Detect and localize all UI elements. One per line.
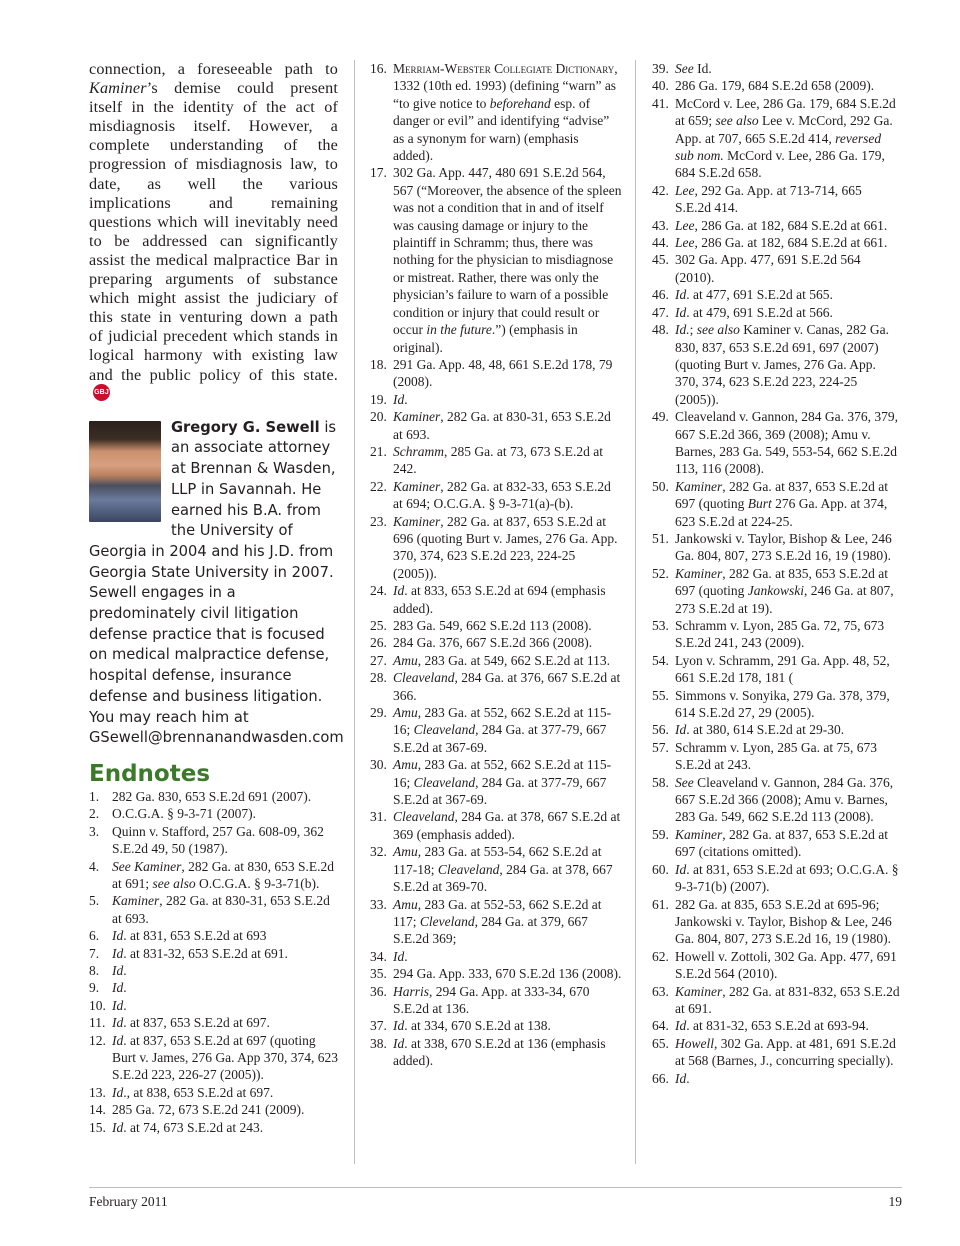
endnote-number: 4. bbox=[89, 858, 100, 874]
endnote-number: 12. bbox=[89, 1032, 106, 1048]
endnote-text: Kaminer bbox=[112, 893, 160, 909]
endnote-text: . at 334, 670 S.E.2d at 138. bbox=[404, 1018, 551, 1034]
author-bio-text: is an associate attorney at Brennan & Wasden, LLP in Savannah. He earned his B.A. from the University of Georgia in 2004 and his J.D. from Georgia State University in 2007. Sewell engages in a predominately civil litigation defense practice that is focused on medical malpractice defense, hospital defense, insurance defense and business litigation. You may reach him at GSewell@brennanandwasden.com bbox=[89, 418, 344, 747]
endnote-item bbox=[652, 896, 900, 948]
endnote-number: 56. bbox=[652, 722, 669, 738]
column-middle bbox=[370, 60, 622, 1070]
endnote-text: 286 Ga. 179, 684 S.E.2d 658 (2009). bbox=[675, 78, 875, 94]
endnote-item bbox=[370, 634, 622, 651]
endnote-text: Id bbox=[112, 945, 124, 961]
endnote-item bbox=[652, 60, 900, 77]
endnote-number: 30. bbox=[370, 757, 387, 773]
endnote-number: 33. bbox=[370, 896, 387, 912]
endnote-text: Kaminer bbox=[675, 983, 723, 999]
endnote-item bbox=[89, 1014, 338, 1031]
endnote-text: . at 831, 653 S.E.2d at 693; O.C.G.A. § 9-3-71(b) (2007). bbox=[675, 861, 899, 895]
endnote-item bbox=[652, 617, 900, 652]
endnote-text: .”) (emphasis in original). bbox=[393, 322, 578, 355]
endnote-item bbox=[652, 1017, 900, 1034]
endnote-text: , 283 Ga. at 552, 662 S.E.2d at 115-16; bbox=[393, 757, 612, 790]
endnote-number: 52. bbox=[652, 565, 669, 581]
endnote-text: Quinn v. Stafford, 257 Ga. 608-09, 362 S.E.2d 49, 50 (1987). bbox=[112, 823, 324, 857]
author-bio bbox=[89, 418, 344, 749]
endnotes-list-2 bbox=[370, 60, 622, 1070]
endnote-number: 11. bbox=[89, 1015, 106, 1031]
endnote-item bbox=[370, 60, 622, 164]
endnote-number: 18. bbox=[370, 356, 387, 372]
endnote-item bbox=[89, 979, 338, 996]
endnote-text: Cleaveland v. Gannon, 284 Ga. 376, 667 S.E.2d 366 (2008); Amu v. Barnes, 283 Ga. 549, 662 S.E.2d 113 (2008). bbox=[675, 774, 894, 825]
endnote-text: , 283 Ga. at 553-54, 662 S.E.2d at 117-18; bbox=[393, 844, 602, 877]
endnote-item bbox=[652, 234, 900, 251]
endnote-item bbox=[370, 843, 622, 895]
endnote-text: beforehand bbox=[489, 95, 551, 111]
endnote-text: . bbox=[123, 963, 127, 978]
endnote-number: 43. bbox=[652, 217, 669, 233]
endnote-text: Id bbox=[393, 1035, 405, 1051]
endnote-number: 7. bbox=[89, 945, 100, 961]
endnote-text: Amu bbox=[393, 844, 418, 860]
endnote-text: , 282 Ga. at 830, 653 S.E.2d at 691; bbox=[112, 858, 334, 891]
endnote-item bbox=[370, 408, 622, 443]
endnote-number: 3. bbox=[89, 823, 100, 839]
endnote-text: Merriam-Webster Collegiate Dictionary bbox=[393, 61, 615, 76]
endnote-item bbox=[652, 321, 900, 408]
endnote-number: 13. bbox=[89, 1084, 106, 1100]
endnote-text: , 282 Ga. at 837, 653 S.E.2d at 697 (quoting bbox=[675, 478, 888, 512]
endnote-text: , 292 Ga. App. at 713-714, 665 S.E.2d 414. bbox=[675, 182, 862, 216]
endnote-text: See Kaminer bbox=[112, 858, 182, 874]
endnote-number: 44. bbox=[652, 235, 669, 251]
endnote-item bbox=[370, 513, 622, 583]
endnote-text: . at 74, 673 S.E.2d at 243. bbox=[123, 1119, 264, 1135]
endnote-number: 54. bbox=[652, 652, 669, 668]
endnote-text: , 286 Ga. at 182, 684 S.E.2d at 661. bbox=[694, 235, 888, 251]
endnote-text: Id bbox=[112, 997, 124, 1013]
endnote-text: Kaminer bbox=[675, 478, 723, 494]
endnote-text: . bbox=[686, 1070, 690, 1086]
endnote-text: Lee bbox=[675, 182, 695, 198]
author-name: Gregory G. Sewell bbox=[171, 418, 320, 436]
paragraph-text: connection, a foreseeable path to bbox=[89, 60, 338, 78]
endnote-text: , 284 Ga. at 377-79, 667 S.E.2d at 367-69. bbox=[393, 774, 607, 808]
endnote-text: . bbox=[404, 948, 408, 964]
endnote-text: Id bbox=[112, 1015, 124, 1031]
endnote-item bbox=[652, 304, 900, 321]
endnote-text: , 282 Ga. at 830-31, 653 S.E.2d at 693. bbox=[112, 893, 330, 926]
endnote-number: 66. bbox=[652, 1070, 669, 1086]
endnote-text: Id bbox=[393, 948, 405, 964]
endnote-number: 48. bbox=[652, 322, 669, 338]
endnote-number: 45. bbox=[652, 252, 669, 268]
endnote-text: Jankowski bbox=[747, 583, 804, 599]
endnote-text: Kaminer bbox=[393, 478, 441, 494]
endnotes-heading: Endnotes bbox=[89, 760, 211, 787]
endnote-text: Lee bbox=[675, 235, 695, 251]
endnote-item bbox=[89, 1084, 338, 1101]
endnote-text: . at 380, 614 S.E.2d at 29-30. bbox=[686, 722, 845, 738]
endnote-item bbox=[652, 1035, 900, 1070]
endnote-text: in the future bbox=[426, 322, 492, 338]
endnote-item bbox=[652, 774, 900, 826]
endnote-text: Kaminer v. Canas, 282 Ga. 830, 837, 653 S.E.2d 691, 697 (2007) (quoting Burt v. James, 276 Ga. App. 370, 374, 623 S.E.2d 223, 224-25 (2005)). bbox=[675, 322, 889, 407]
endnote-number: 55. bbox=[652, 687, 669, 703]
endnote-item bbox=[370, 808, 622, 843]
endnote-text: , 302 Ga. App. at 481, 691 S.E.2d at 568 (Barnes, J., concurring specially). bbox=[675, 1035, 896, 1069]
endnote-number: 32. bbox=[370, 844, 387, 860]
endnote-number: 64. bbox=[652, 1018, 669, 1034]
endnote-text: , 294 Ga. App. at 333-34, 670 S.E.2d at 136. bbox=[393, 983, 590, 1016]
endnote-number: 65. bbox=[652, 1035, 669, 1051]
endnote-text: 284 Ga. 376, 667 S.E.2d 366 (2008). bbox=[393, 635, 593, 651]
endnote-text: Cleaveland bbox=[413, 774, 476, 790]
endnote-text: Cleaveland bbox=[393, 809, 455, 825]
endnote-text: , 285 Ga. at 73, 673 S.E.2d at 242. bbox=[393, 443, 603, 477]
endnote-item bbox=[652, 687, 900, 722]
endnote-number: 40. bbox=[652, 78, 669, 94]
endnote-item bbox=[652, 948, 900, 983]
endnote-text: . at 833, 653 S.E.2d at 694 (emphasis added). bbox=[393, 583, 606, 616]
endnote-text: Id bbox=[675, 1018, 687, 1034]
endnote-item bbox=[370, 582, 622, 617]
endnote-text: , 284 Ga. at 378, 667 S.E.2d at 369 (emphasis added). bbox=[393, 809, 621, 842]
endnote-text: 283 Ga. 549, 662 S.E.2d 113 (2008). bbox=[393, 618, 592, 633]
endnote-number: 31. bbox=[370, 809, 387, 825]
endnote-item bbox=[370, 965, 622, 982]
endnote-number: 57. bbox=[652, 739, 669, 755]
endnote-text: , 282 Ga. at 837, 653 S.E.2d at 697 (citations omitted). bbox=[675, 826, 888, 860]
endnote-text: , 246 Ga. at 807, 273 S.E.2d at 19). bbox=[675, 583, 894, 616]
endnote-number: 49. bbox=[652, 409, 669, 425]
endnote-number: 29. bbox=[370, 705, 387, 721]
endnote-item bbox=[370, 356, 622, 391]
page-number: 19 bbox=[888, 1194, 902, 1209]
endnote-text: See bbox=[675, 774, 694, 790]
endnote-text: Amu bbox=[393, 757, 418, 773]
endnote-text: , 1332 (10th ed. 1993) (defining “warn” as “to give notice to bbox=[393, 61, 618, 111]
endnote-text: . at 837, 653 S.E.2d at 697. bbox=[123, 1015, 270, 1031]
endnote-number: 42. bbox=[652, 182, 669, 198]
endnote-item bbox=[652, 217, 900, 234]
endnote-item bbox=[652, 530, 900, 565]
endnote-text: Id bbox=[393, 391, 405, 407]
endnote-number: 63. bbox=[652, 983, 669, 999]
endnote-item bbox=[370, 704, 622, 756]
endnote-item bbox=[370, 983, 622, 1018]
endnote-text: Id bbox=[112, 1119, 124, 1135]
endnote-text: see also bbox=[152, 875, 196, 891]
endnote-text: , 282 Ga. at 835, 653 S.E.2d at 697 (quoting bbox=[675, 565, 888, 599]
endnote-text: McCord v. Lee, 286 Ga. 179, 684 S.E.2d at 659; bbox=[675, 95, 896, 129]
endnote-item bbox=[370, 669, 622, 704]
endnote-text: , 283 Ga. at 552, 662 S.E.2d at 115-16; bbox=[393, 705, 612, 738]
endnote-text: Id bbox=[112, 1032, 124, 1048]
endnote-number: 26. bbox=[370, 635, 387, 651]
endnote-text: 291 Ga. App. 48, 48, 661 S.E.2d 178, 79 (2008). bbox=[393, 356, 613, 390]
endnote-item bbox=[652, 408, 900, 478]
endnote-number: 46. bbox=[652, 287, 669, 303]
endnote-item bbox=[89, 997, 338, 1014]
endnote-text: 282 Ga. 830, 653 S.E.2d 691 (2007). bbox=[112, 788, 312, 804]
endnote-text: Id bbox=[112, 980, 124, 996]
endnote-item bbox=[652, 739, 900, 774]
endnote-text: Cleaveland bbox=[393, 670, 455, 686]
endnote-text: Id bbox=[393, 1018, 405, 1034]
endnote-text: Id bbox=[675, 304, 687, 320]
endnote-number: 34. bbox=[370, 948, 387, 964]
endnote-text: Howell bbox=[675, 1035, 714, 1051]
endnote-number: 61. bbox=[652, 896, 669, 912]
endnote-item bbox=[652, 251, 900, 286]
endnote-number: 27. bbox=[370, 652, 387, 668]
endnote-number: 8. bbox=[89, 963, 100, 978]
endnote-number: 50. bbox=[652, 478, 669, 494]
endnote-text: Amu bbox=[393, 705, 418, 721]
endnote-text: See bbox=[675, 61, 694, 76]
endnote-text: . at 477, 691 S.E.2d at 565. bbox=[686, 287, 833, 303]
endnote-text: Kaminer bbox=[393, 513, 441, 529]
endnote-item bbox=[89, 1032, 338, 1084]
endnote-text: Schramm v. Lyon, 285 Ga. 72, 75, 673 S.E.2d 241, 243 (2009). bbox=[675, 618, 885, 651]
endnote-text: Jankowski v. Taylor, Bishop & Lee, 246 Ga. 804, 807, 273 S.E.2d 16, 19 (1980). bbox=[675, 530, 892, 564]
paragraph-text: ’s demise could present itself in the identity of the act of misdiagnosis itself. However, a complete understanding of the progression of misdiagnosis law, to date, as well the various implications and remaining questions which will inevitably need to be addressed can significantly assist the medical malpractice Bar in preparing arguments of substance which might assist the judiciary of this state in venturing down a path of judicial precedent which stands in logical harmony with existing law and the public policy of this state. bbox=[89, 79, 338, 384]
endnote-text: , 282 Ga. at 837, 653 S.E.2d at 696 (quoting Burt v. James, 276 Ga. App. 370, 374, 623 S.E.2d 223, 224-25 (2005)). bbox=[393, 513, 618, 581]
endnote-text: Id bbox=[393, 583, 405, 599]
footer-rule bbox=[89, 1187, 902, 1188]
endnote-item bbox=[370, 948, 622, 965]
column-divider-2 bbox=[635, 60, 636, 1164]
endnote-text: O.C.G.A. § 9-3-71(b). bbox=[195, 875, 320, 891]
endnote-text: reversed sub nom. bbox=[675, 130, 882, 164]
endnote-item bbox=[89, 805, 338, 822]
endnote-number: 38. bbox=[370, 1035, 387, 1051]
endnote-item bbox=[370, 896, 622, 948]
endnote-number: 1. bbox=[89, 788, 100, 804]
endnote-item bbox=[370, 617, 622, 634]
endnote-text: Cleaveland bbox=[437, 861, 500, 877]
endnote-text: Lyon v. Schramm, 291 Ga. App. 48, 52, 661 S.E.2d 178, 181 ( bbox=[675, 652, 890, 686]
endnote-text: 302 Ga. App. 447, 480 691 S.E.2d 564, 567 (“Moreover, the absence of the spleen was not a condition that in and of itself was causing damage or injury to the plaintiff in Schramm; thus, there was nothing for the physician to misdiagnose or mistreat. Rather, there was only the physician’s failure to warn of a possible condition or injury that could result or occur bbox=[393, 165, 622, 338]
article-conclusion-paragraph bbox=[89, 60, 338, 404]
endnote-text: Id bbox=[675, 861, 687, 877]
endnote-text: 282 Ga. at 835, 653 S.E.2d at 695-96; Jankowski v. Taylor, Bishop & Lee, 246 Ga. 804, 807, 273 S.E.2d 16, 19 (1980). bbox=[675, 896, 892, 947]
endnote-item bbox=[370, 1017, 622, 1034]
endnote-text: Amu bbox=[393, 896, 418, 912]
endnote-text: . at 831, 653 S.E.2d at 693 bbox=[123, 928, 267, 944]
endnote-text: , 282 Ga. at 831-832, 653 S.E.2d at 691. bbox=[675, 983, 900, 1016]
endnote-number: 53. bbox=[652, 618, 669, 633]
endnote-number: 37. bbox=[370, 1018, 387, 1034]
endnote-item bbox=[370, 478, 622, 513]
endnote-text: Cleaveland bbox=[413, 722, 476, 738]
endnotes-list-1 bbox=[89, 788, 338, 1136]
endnote-number: 17. bbox=[370, 165, 387, 181]
footer-date: February 2011 bbox=[89, 1194, 168, 1209]
endnote-number: 35. bbox=[370, 966, 387, 982]
endnote-item bbox=[370, 443, 622, 478]
endnote-number: 21. bbox=[370, 443, 387, 459]
endnote-text: Burt bbox=[747, 496, 772, 512]
endnote-number: 22. bbox=[370, 478, 387, 494]
endnote-number: 20. bbox=[370, 409, 387, 425]
column-left bbox=[89, 60, 344, 1136]
endnote-text: Harris bbox=[393, 983, 430, 999]
gbj-end-mark-icon: GBJ bbox=[93, 384, 110, 401]
endnote-number: 19. bbox=[370, 391, 387, 407]
endnote-item bbox=[652, 652, 900, 687]
endnote-number: 16. bbox=[370, 61, 387, 76]
endnote-number: 23. bbox=[370, 513, 387, 529]
endnote-number: 2. bbox=[89, 806, 100, 822]
endnote-text: , 282 Ga. at 832-33, 653 S.E.2d at 694; O.C.G.A. § 9-3-71(a)-(b). bbox=[393, 478, 611, 512]
endnote-item bbox=[370, 652, 622, 669]
endnote-text: . bbox=[404, 391, 408, 407]
endnote-number: 47. bbox=[652, 304, 669, 320]
endnote-item bbox=[652, 95, 900, 182]
endnote-text: . at 831-32, 653 S.E.2d at 691. bbox=[123, 945, 288, 961]
endnote-item bbox=[370, 1035, 622, 1070]
endnote-number: 15. bbox=[89, 1119, 106, 1135]
endnote-text: . bbox=[123, 980, 127, 996]
endnote-number: 5. bbox=[89, 893, 100, 909]
endnote-text: esp. of danger or evil” and identifying “advise” as a synonym for warn) (emphasis added). bbox=[393, 95, 610, 164]
endnote-number: 25. bbox=[370, 618, 387, 633]
endnote-item bbox=[652, 721, 900, 738]
endnote-text: O.C.G.A. § 9-3-71 (2007). bbox=[112, 806, 256, 822]
endnote-item bbox=[89, 788, 338, 805]
endnote-text: Schramm v. Lyon, 285 Ga. at 75, 673 S.E.2d at 243. bbox=[675, 739, 877, 773]
endnote-text: 276 Ga. App. at 374, 623 S.E.2d at 224-25. bbox=[675, 496, 888, 529]
endnotes-list-3 bbox=[652, 60, 900, 1087]
endnote-item bbox=[89, 892, 338, 927]
author-photo bbox=[89, 421, 161, 522]
endnote-text: Howell v. Zottoli, 302 Ga. App. 477, 691 S.E.2d 564 (2010). bbox=[675, 948, 897, 982]
endnote-item bbox=[89, 823, 338, 858]
endnote-number: 9. bbox=[89, 980, 100, 996]
endnote-number: 36. bbox=[370, 983, 387, 999]
column-right bbox=[652, 60, 900, 1087]
endnote-item bbox=[89, 945, 338, 962]
endnote-text: Lee bbox=[675, 217, 695, 233]
endnote-number: 60. bbox=[652, 861, 669, 877]
endnote-number: 10. bbox=[89, 997, 106, 1013]
endnote-text: , 282 Ga. at 830-31, 653 S.E.2d at 693. bbox=[393, 409, 611, 442]
endnote-text: . bbox=[123, 997, 127, 1013]
endnote-text: , 283 Ga. at 552-53, 662 S.E.2d at 117; bbox=[393, 896, 602, 929]
endnote-item bbox=[652, 861, 900, 896]
endnote-text: . at 338, 670 S.E.2d at 136 (emphasis added). bbox=[393, 1035, 606, 1069]
endnote-text: Id bbox=[112, 963, 124, 978]
endnote-text: . at 837, 653 S.E.2d at 697 (quoting Burt v. James, 276 Ga. App 370, 374, 623 S.E.2d 223, 226-27 (2005)). bbox=[112, 1032, 338, 1083]
endnote-item bbox=[652, 565, 900, 617]
endnote-number: 51. bbox=[652, 530, 669, 546]
endnote-item bbox=[89, 927, 338, 944]
endnote-text: Schramm bbox=[393, 443, 444, 459]
endnote-number: 6. bbox=[89, 928, 100, 944]
endnote-text: Cleaveland v. Gannon, 284 Ga. 376, 379, 667 S.E.2d 366, 369 (2008); Amu v. Barnes, 283 Ga. 549, 553-54, 662 S.E.2d 113, 116 (2008). bbox=[675, 409, 898, 477]
endnote-text: , 283 Ga. at 549, 662 S.E.2d at 113. bbox=[417, 652, 610, 668]
endnote-text: 285 Ga. 72, 673 S.E.2d 241 (2009). bbox=[112, 1102, 305, 1118]
endnote-text: Id. bbox=[675, 322, 690, 338]
endnote-text: see also bbox=[696, 322, 740, 338]
endnote-text: see also bbox=[715, 113, 759, 129]
endnote-text: , 284 Ga. at 379, 667 S.E.2d 369; bbox=[393, 913, 588, 947]
endnote-text: McCord v. Lee, 286 Ga. 179, 684 S.E.2d 658. bbox=[675, 148, 885, 181]
endnote-number: 39. bbox=[652, 61, 669, 76]
endnote-text: Cleveland bbox=[419, 913, 475, 929]
italic-text: Kaminer bbox=[89, 79, 147, 98]
endnote-item bbox=[652, 286, 900, 303]
endnote-number: 14. bbox=[89, 1102, 106, 1118]
endnote-text: , 284 Ga. at 377-79, 667 S.E.2d at 367-69. bbox=[393, 722, 607, 755]
endnote-item bbox=[652, 826, 900, 861]
endnote-number: 58. bbox=[652, 774, 669, 790]
endnote-number: 62. bbox=[652, 948, 669, 964]
endnote-item bbox=[652, 478, 900, 530]
endnote-text: Lee v. McCord, 292 Ga. App. at 707, 665 S.E.2d 414, bbox=[675, 113, 893, 146]
endnote-item bbox=[370, 756, 622, 808]
endnote-text: Id bbox=[675, 287, 687, 303]
endnote-text: Kaminer bbox=[675, 826, 723, 842]
column-divider-1 bbox=[354, 60, 355, 1164]
endnote-text: Id bbox=[675, 1070, 687, 1086]
endnote-item bbox=[370, 391, 622, 408]
endnote-item bbox=[652, 182, 900, 217]
endnote-text: Kaminer bbox=[393, 409, 441, 425]
endnote-item bbox=[89, 1101, 338, 1118]
endnote-text: 302 Ga. App. 477, 691 S.E.2d 564 (2010). bbox=[675, 252, 861, 285]
endnote-text: 294 Ga. App. 333, 670 S.E.2d 136 (2008). bbox=[393, 966, 622, 982]
endnote-number: 41. bbox=[652, 95, 669, 111]
endnote-text: . at 831-32, 653 S.E.2d at 693-94. bbox=[686, 1018, 869, 1034]
endnote-text: . at 479, 691 S.E.2d at 566. bbox=[686, 304, 833, 320]
endnote-text: ., at 838, 653 S.E.2d at 697. bbox=[123, 1084, 274, 1100]
endnote-number: 24. bbox=[370, 583, 387, 599]
endnote-item bbox=[652, 1070, 900, 1087]
endnote-text: Simmons v. Sonyika, 279 Ga. 378, 379, 614 S.E.2d 27, 29 (2005). bbox=[675, 687, 890, 721]
endnote-text: Amu bbox=[393, 652, 418, 668]
endnote-item bbox=[89, 858, 338, 893]
endnote-item bbox=[652, 77, 900, 94]
endnote-item bbox=[89, 962, 338, 979]
endnote-number: 59. bbox=[652, 826, 669, 842]
endnote-item bbox=[370, 164, 622, 355]
endnote-text: Id bbox=[112, 1084, 124, 1100]
endnote-text: , 284 Ga. at 376, 667 S.E.2d at 366. bbox=[393, 670, 621, 703]
endnote-text: Kaminer bbox=[675, 565, 723, 581]
endnote-text: Id bbox=[675, 722, 687, 738]
endnote-text: , 284 Ga. at 378, 667 S.E.2d at 369-70. bbox=[393, 861, 613, 895]
endnote-number: 28. bbox=[370, 670, 387, 686]
endnote-item bbox=[89, 1119, 338, 1136]
endnote-text: Id. bbox=[693, 61, 712, 76]
endnote-item bbox=[652, 983, 900, 1018]
endnote-text: , 286 Ga. at 182, 684 S.E.2d at 661. bbox=[694, 217, 888, 233]
endnote-text: ; bbox=[689, 322, 697, 338]
endnote-text: Id bbox=[112, 928, 124, 944]
